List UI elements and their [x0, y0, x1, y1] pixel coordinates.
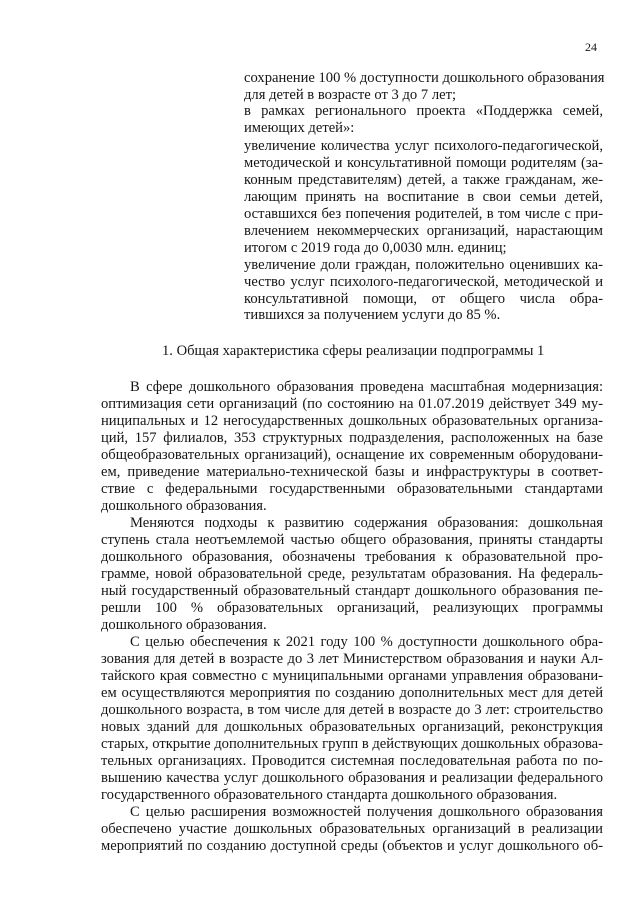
list-line: влечением некоммерческих организаций, нарастающим — [244, 223, 603, 239]
list-line: конным представителям) детей, а также гражданам, же- — [244, 172, 603, 188]
paragraph-line: ем, приведение материально-технической базы и инфраструктуры в соответ- — [101, 464, 603, 480]
paragraph-line: ствие с федеральными государственными образовательными стандартами — [101, 481, 603, 497]
paragraph-line: тайского края совместно с муниципальными органами управления образовани- — [101, 668, 603, 684]
list-line: методической и консультативной помощи родителям (за- — [244, 155, 603, 171]
paragraph-line: Меняются подходы к развитию содержания образования: дошкольная — [130, 515, 603, 531]
list-line: чество услуг психолого-педагогической, методической и — [244, 274, 603, 290]
list-line: итогом с 2019 года до 0,0030 млн. единиц; — [244, 240, 507, 256]
list-line: тившихся за получением услуги до 85 %. — [244, 307, 501, 323]
paragraph-line: дошкольного образования. — [101, 498, 267, 514]
paragraph-line: ций, 157 филиалов, 353 структурных подразделения, расположенных на базе — [101, 430, 603, 446]
paragraph-line: ступень стала неотъемлемой частью общего образования, приняты стандарты — [101, 532, 603, 548]
paragraph-line: оптимизация сети организаций (по состоянию на 01.07.2019 действует 349 му- — [101, 396, 603, 412]
paragraph-line: дошкольного образования, обозначены требования к образовательной про- — [101, 549, 603, 565]
paragraph-line: дошкольного образования. — [101, 617, 267, 633]
list-line: консультативной помощи, от общего числа обра- — [244, 291, 603, 307]
paragraph-line: старых, открытие дополнительных групп в действующих дошкольных образова- — [101, 736, 603, 752]
paragraph-line: дошкольного возраста, в том числе для детей в возрасте до 3 лет: строительство — [101, 702, 603, 718]
list-line: оставшихся без попечения родителей, в том числе с при- — [244, 206, 603, 222]
list-line: увеличение количества услуг психолого-педагогической, — [244, 138, 603, 154]
list-line: сохранение 100 % доступности дошкольного образования — [244, 70, 605, 86]
paragraph-line: решли 100 % образовательных организаций, реализующих программы — [101, 600, 603, 616]
list-line: увеличение доли граждан, положительно оценивших ка- — [244, 257, 603, 273]
paragraph-line: тельных организациях. Проводится системная последовательная работа по по- — [101, 753, 603, 769]
paragraph-line: ный государственный образовательный стандарт дошкольного образования пе- — [101, 583, 603, 599]
paragraph-line: С целью расширения возможностей получения дошкольного образования — [130, 804, 603, 820]
paragraph-line: вышению качества услуг дошкольного образования и реализации федерального — [101, 770, 603, 786]
paragraph-line: общеобразовательных организаций), оснащение их современным оборудовани- — [101, 447, 603, 463]
page-number: 24 — [585, 40, 597, 54]
paragraph-line: В сфере дошкольного образования проведена масштабная модернизация: — [130, 379, 603, 395]
list-line: для детей в возрасте от 3 до 7 лет; — [244, 87, 457, 103]
list-line: имеющих детей»: — [244, 120, 355, 136]
list-line: лающим принять на воспитание в свои семьи детей, — [244, 189, 603, 205]
paragraph-line: С целью обеспечения к 2021 году 100 % доступности дошкольного обра- — [130, 634, 603, 650]
paragraph-line: обеспечено участие дошкольных образовательных организаций в реализации — [101, 821, 603, 837]
paragraph-line: ем осуществляются мероприятия по созданию дополнительных мест для детей — [101, 685, 603, 701]
paragraph-line: государственного образовательного стандарта дошкольного образования. — [101, 787, 558, 803]
paragraph-line: ниципальных и 12 негосударственных дошкольных образовательных организа- — [101, 413, 603, 429]
paragraph-line: грамме, новой образовательной среде, результатам образования. На федераль- — [101, 566, 603, 582]
paragraph-line: зования для детей в возрасте до 3 лет Министерством образования и науки Ал- — [101, 651, 603, 667]
section-heading: 1. Общая характеристика сферы реализации подпрограммы 1 — [162, 343, 545, 359]
list-line: в рамках регионального проекта «Поддержка семей, — [244, 103, 603, 119]
paragraph-line: новых зданий для дошкольных образовательных организаций, реконструкция — [101, 719, 603, 735]
paragraph-line: мероприятий по созданию доступной среды (объектов и услуг дошкольного об- — [101, 838, 603, 854]
